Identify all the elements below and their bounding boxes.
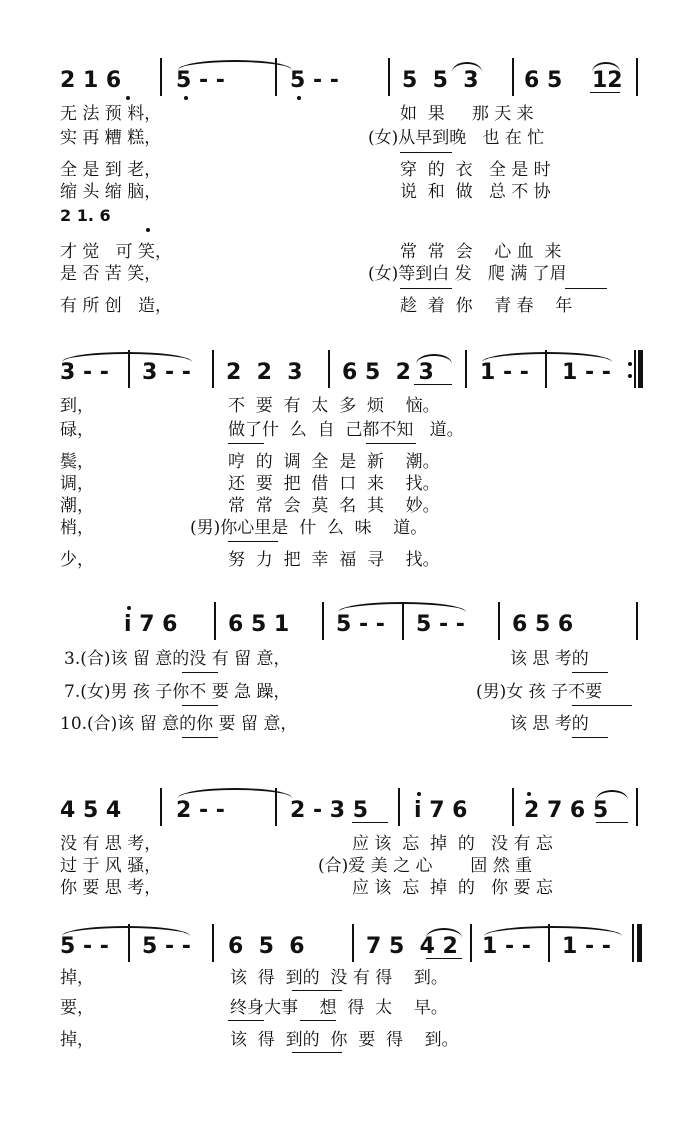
lyric-line: 到，	[60, 396, 94, 416]
tie-slur	[62, 352, 192, 362]
notes-measure-4: i 7 6	[414, 798, 468, 823]
lyric-line: 做了什 么 自 己都不知 道。	[228, 420, 464, 440]
beam-underline	[426, 958, 462, 959]
notes-measure-2: 5 - -	[142, 934, 191, 959]
tie-slur	[484, 926, 622, 936]
lyric-line: 该 思 考的	[510, 714, 589, 734]
lyric-line: 要，	[60, 998, 94, 1018]
lyric-line: 10.(合)该 留 意的你 要 留 意，	[60, 714, 298, 734]
notes-measure-2: 5 - -	[176, 68, 225, 93]
notes-measure-2: 2 - -	[176, 798, 225, 823]
lyric-line: 全 是 到 老，	[60, 160, 162, 180]
notes-measure-3: 5 - -	[290, 68, 339, 93]
lyric-underline	[292, 990, 342, 991]
tie-slur	[426, 928, 462, 938]
barline	[160, 788, 162, 826]
notes-measure-1: 4 5 4	[60, 798, 122, 823]
lyric-line: 应 该 忘 掉 的 没 有 忘	[352, 834, 553, 854]
lyric-line: 才 觉 可 笑，	[60, 242, 173, 262]
notes-measure-1: 5 - -	[60, 934, 109, 959]
lyric-underline	[572, 705, 632, 706]
notes-measure-1: i 7 6	[124, 612, 178, 637]
tie-slur	[482, 352, 612, 362]
notes-measure-3: 6 5 6	[228, 934, 305, 959]
barline	[498, 602, 500, 640]
notes-measure-1: 2 1 6	[60, 68, 122, 93]
barline	[636, 58, 638, 96]
barline	[512, 788, 514, 826]
barline	[160, 58, 162, 96]
lyric-line: 实 再 糟 糕，	[60, 128, 162, 148]
final-barline	[637, 924, 642, 962]
barline	[636, 788, 638, 826]
lyric-line: 无 法 预 料，	[60, 104, 162, 124]
lyric-line: 3.(合)该 留 意的没 有 留 意，	[64, 649, 291, 669]
tie-slur	[62, 926, 190, 936]
lyric-line: 梢，	[60, 518, 94, 538]
sub-notes: 2 1. 6	[60, 206, 111, 225]
repeat-dot	[628, 374, 632, 378]
beam-underline	[352, 822, 388, 823]
lyric-line: (女)从早到晚 也 在 忙	[368, 128, 545, 148]
notes-measure-1: 3 - -	[60, 360, 109, 385]
tie-slur	[452, 62, 482, 72]
barline	[636, 602, 638, 640]
lyric-line: (女)等到白 发 爬 满 了眉	[368, 264, 567, 284]
octave-dot	[126, 96, 130, 100]
lyric-line: 应 该 忘 掉 的 你 要 忘	[352, 878, 553, 898]
lyric-line: 趁 着 你 青 春 年	[400, 296, 573, 316]
notes-measure-2: 3 - -	[142, 360, 191, 385]
lyric-line: 努 力 把 幸 福 寻 找。	[228, 550, 440, 570]
barline	[632, 924, 634, 962]
octave-dot	[127, 606, 131, 610]
tie-slur	[596, 790, 628, 800]
barline	[352, 924, 354, 962]
lyric-line: 掉，	[60, 968, 94, 988]
tie-slur	[338, 602, 466, 612]
notes-measure-5b: 12	[592, 68, 623, 93]
octave-dot	[417, 792, 421, 796]
repeat-end-barline	[638, 350, 643, 388]
lyric-underline	[366, 443, 416, 444]
lyric-line: 7.(女)男 孩 子你不 要 急 躁，	[64, 682, 291, 702]
lyric-line: 如 果 那 天 来	[400, 104, 534, 124]
lyric-line: 哼 的 调 全 是 新 潮。	[228, 452, 440, 472]
lyric-line: 该 思 考的	[510, 649, 589, 669]
lyric-line: 掉，	[60, 1030, 94, 1050]
lyric-line: 该 得 到的 没 有 得 到。	[230, 968, 448, 988]
lyric-underline	[300, 1020, 336, 1021]
lyric-line: 还 要 把 借 口 来 找。	[228, 474, 440, 494]
lyric-line: 常 常 会 心 血 来	[400, 242, 562, 262]
lyric-line: 终身大事 想 得 太 早。	[230, 998, 448, 1018]
lyric-underline	[182, 672, 218, 673]
beam-underline	[414, 384, 452, 385]
lyric-underline	[292, 1052, 342, 1053]
lyric-underline	[565, 288, 607, 289]
lyric-underline	[572, 672, 608, 673]
barline	[398, 788, 400, 826]
beam-underline	[590, 92, 620, 93]
notes-measure-5: 1 - -	[482, 934, 531, 959]
lyric-line: 少，	[60, 550, 94, 570]
barline	[214, 602, 216, 640]
lyric-line: 说 和 做 总 不 协	[400, 182, 551, 202]
lyric-line: 鬓，	[60, 452, 94, 472]
octave-dot	[527, 792, 531, 796]
lyric-underline	[400, 288, 452, 289]
notes-measure-5: 2 7 6 5	[524, 798, 609, 823]
notes-measure-6: 1 - -	[562, 934, 611, 959]
lyric-underline	[400, 152, 452, 153]
lyric-line: (男)女 孩 子不要	[476, 682, 603, 702]
lyric-underline	[182, 705, 218, 706]
barline	[470, 924, 472, 962]
notes-measure-5: 6 5 6	[512, 612, 574, 637]
barline	[212, 924, 214, 962]
octave-dot	[184, 96, 188, 100]
notes-measure-3: 5 - -	[336, 612, 385, 637]
notes-measure-2: 6 5 1	[228, 612, 290, 637]
lyric-line: 不 要 有 太 多 烦 恼。	[228, 396, 440, 416]
octave-dot	[297, 96, 301, 100]
lyric-line: 有 所 创 造，	[60, 296, 173, 316]
lyric-line: 没 有 思 考，	[60, 834, 162, 854]
notes-measure-5: 6 5	[524, 68, 570, 93]
lyric-line: 缩 头 缩 脑，	[60, 182, 162, 202]
notes-measure-4: 5 5 3	[402, 68, 479, 93]
tie-slur	[416, 354, 452, 364]
lyric-line: 调，	[60, 474, 94, 494]
notes-measure-4: 5 - -	[416, 612, 465, 637]
lyric-underline	[228, 443, 264, 444]
barline	[512, 58, 514, 96]
notes-measure-3: 2 2 3	[226, 360, 303, 385]
repeat-dot	[628, 362, 632, 366]
lyric-underline	[572, 737, 608, 738]
lyric-line: (男)你心里是 什 么 味 道。	[190, 518, 428, 538]
barline	[328, 350, 330, 388]
barline	[465, 350, 467, 388]
notes-measure-5: 1 - -	[480, 360, 529, 385]
octave-dot	[146, 228, 150, 232]
barline	[322, 602, 324, 640]
beam-underline	[596, 822, 628, 823]
barline	[388, 58, 390, 96]
tie-slur	[592, 62, 620, 72]
notes-measure-3: 2 - 3 5	[290, 798, 369, 823]
lyric-underline	[228, 1020, 264, 1021]
barline	[212, 350, 214, 388]
barline	[634, 350, 636, 388]
lyric-line: 穿 的 衣 全 是 时	[400, 160, 551, 180]
lyric-line: 该 得 到的 你 要 得 到。	[230, 1030, 459, 1050]
lyric-line: 过 于 风 骚，	[60, 856, 162, 876]
notes-measure-4: 7 5 4 2	[366, 934, 458, 959]
notes-measure-4: 6 5 2 3	[342, 360, 434, 385]
lyric-line: 你 要 思 考，	[60, 878, 162, 898]
lyric-line: 是 否 苦 笑，	[60, 264, 162, 284]
lyric-line: 潮，	[60, 496, 94, 516]
lyric-underline	[182, 737, 218, 738]
lyric-line: 常 常 会 莫 名 其 妙。	[228, 496, 440, 516]
lyric-underline	[228, 541, 278, 542]
lyric-line: 碌，	[60, 420, 94, 440]
lyric-line: (合)爱 美 之 心 固 然 重	[318, 856, 533, 876]
notes-measure-6: 1 - -	[562, 360, 611, 385]
